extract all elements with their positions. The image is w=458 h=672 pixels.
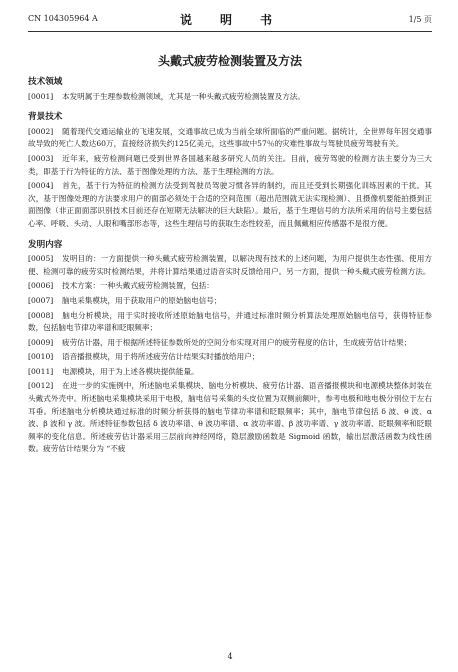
paragraph — [28, 310, 432, 335]
paragraph-text: 随着现代交通运输业的飞速发展，交通事故已成为当前全球所面临的严重问题。据统计，全世界每年因交通事故导致的死亡人数达60万，直接经济损失约125亿美元，这些事故中57％的灾难性事故与驾驶员疲劳驾驶有关。 — [28, 126, 432, 149]
header-rule — [28, 31, 432, 32]
page-header — [28, 14, 432, 30]
paragraph-number: [0010] — [28, 352, 54, 362]
page-indicator: 1/5 页 — [408, 15, 432, 24]
paragraph-number: [0011] — [28, 366, 54, 376]
document-title: 头戴式疲劳检测装置及方法 — [157, 54, 302, 68]
document-body — [28, 76, 432, 458]
paragraph — [28, 153, 432, 178]
paragraph-text: 脑电分析模块，用于实时接收所述原始脑电信号，并通过标准时频分析算法处理原始脑电信号，获得特征参数，包括脑电节律功率谱和眨眼频率； — [28, 310, 432, 333]
paragraph — [28, 366, 432, 379]
page-number: 4 — [227, 652, 233, 661]
paragraph-number: [0005] — [28, 254, 54, 264]
paragraph — [28, 91, 432, 104]
paragraph-number: [0009] — [28, 337, 54, 347]
paragraph — [28, 295, 432, 308]
paragraph — [28, 253, 432, 278]
paragraph-text: 首先，基于行为特征的检测方法受到驾驶员驾驶习惯各异的制约，而且还受到长期强化训练因素的干扰。其次，基于图像处理的方法要求用户的面部必须处于合适的空间范围（超出范围就无法实现检测）、且摄像机要能拍摄到正面图像（非正面面部识别技术目前还存在短期无法解决的巨大缺陷）。最后，基于生理信号的方法所采用的信号主要包括心率、呼吸、头动、人眼和嘴部形态等，这些生理信号的获取生态性较差，而且佩戴相应传感器不是很方便。 — [28, 181, 432, 228]
paragraph-number: [0001] — [28, 91, 54, 101]
paragraph-number: [0004] — [28, 181, 54, 191]
paragraph — [28, 380, 432, 456]
doc-number: CN 104305964 A — [28, 14, 98, 23]
paragraph-text: 电源模块，用于为上述各模块提供能量。 — [62, 366, 199, 376]
section-heading: 技术领域 — [28, 77, 63, 87]
paragraph — [28, 180, 432, 230]
paragraph-text: 近年来，疲劳检测问题已受到世界各国越来越多研究人员的关注。目前，疲劳驾驶的检测方法主要分为三大类，即基于行为特征的方法、基于图像处理的方法、基于生理检测的方法。 — [28, 153, 432, 176]
section-heading: 背景技术 — [28, 112, 63, 123]
paragraph-text: 本发明属于生理参数检测领域，尤其是一种头戴式疲劳检测装置及方法。 — [62, 91, 305, 101]
paragraph-text: 语音播报模块，用于将所述疲劳估计结果实时播放给用户； — [62, 352, 260, 362]
paragraph-text: 脑电采集模块，用于获取用户的原始脑电信号； — [62, 295, 222, 305]
paragraph-number: [0008] — [28, 310, 54, 320]
paragraph-number: [0002] — [28, 126, 54, 136]
paragraph — [28, 337, 432, 350]
document-page — [28, 0, 432, 672]
header-title: 说 明 书 — [179, 13, 280, 27]
paragraph-text: 发明目的：一方面提供一种头戴式疲劳检测装置，以解决现有技术的上述问题，为用户提供生态性强、使用方便、检测可靠的疲劳实时检测结果，并将计算结果通过语音实时反馈给用户。另一方面，提供一种头戴式疲劳检测方法。 — [28, 254, 432, 276]
paragraph — [28, 126, 432, 151]
paragraph-number: [0006] — [28, 281, 54, 291]
paragraph-text: 在进一步的实施例中，所述脑电采集模块、脑电分析模块、疲劳估计器、语音播报模块和电源模块整体封装在头戴式外壳中。所述脑电采集模块采用干电极，脑电信号采集的头皮位置为双侧前额叶，参考电极和地电极分别位于左右耳垂。所述脑电分析模块通过标准的时频分析获得的脑电节律功率谱和眨眼频率；其中，脑电节律包括 δ 波、θ 波、α 波、β 波和 γ 波。所述特征参数包括 δ 波功率谱、θ 波功率谱、α 波功率谱、β 波功率谱、γ 波功率谱、眨眼频率和眨眼频率的变化信息。所述疲劳估计器采用三层前向神经网络，隐层激励函数是 Sigmoid 函数，输出层激活函数为线性函数。疲劳估计结果分为 “不疲 — [28, 381, 432, 454]
paragraph-number: [0007] — [28, 295, 54, 305]
section-heading: 发明内容 — [28, 239, 63, 250]
paragraph-text: 技术方案：一种头戴式疲劳检测装置，包括： — [62, 281, 214, 291]
paragraph-number: [0012] — [28, 381, 54, 391]
paragraph — [28, 280, 432, 293]
paragraph-number: [0003] — [28, 153, 54, 163]
paragraph — [28, 351, 432, 364]
paragraph-text: 疲劳估计器，用于根据所述特征参数所处的空间分布实现对用户的疲劳程度的估计，生成疲劳估计结果； — [62, 337, 412, 347]
